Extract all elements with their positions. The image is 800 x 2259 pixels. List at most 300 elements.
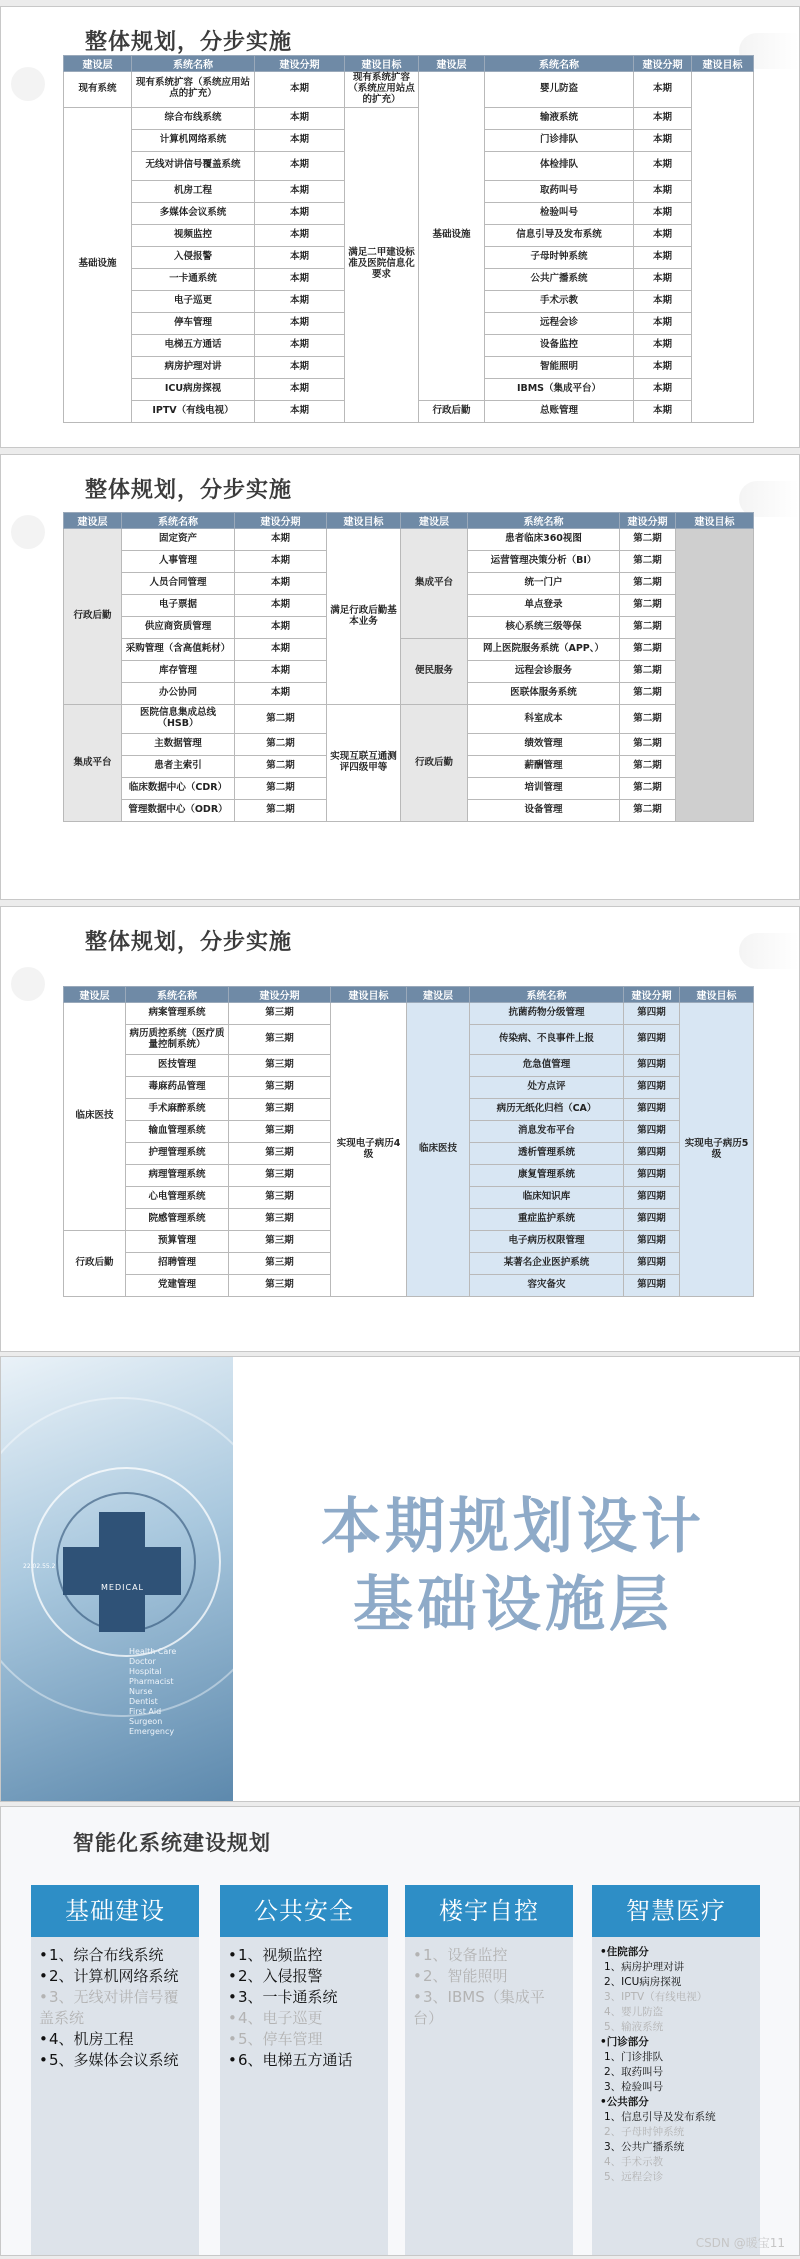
table-cell: 本期 [255, 224, 345, 246]
table-cell: 第二期 [235, 756, 327, 778]
table-row [64, 705, 754, 734]
table-cell: 本期 [255, 312, 345, 334]
table-cell: 远程会诊 [485, 312, 634, 334]
card-list [405, 1937, 573, 2029]
table-cell: 本期 [634, 202, 692, 224]
bullet-icon: • [413, 1967, 422, 1985]
table-cell: 培训管理 [468, 778, 620, 800]
table-cell: 本期 [235, 639, 327, 661]
table-cell: 第四期 [624, 1165, 680, 1187]
goal-cell [676, 529, 754, 822]
table-cell: 薪酬管理 [468, 756, 620, 778]
table-cell: 科室成本 [468, 705, 620, 734]
table-cell: 第二期 [620, 551, 676, 573]
table-cell: 第二期 [620, 639, 676, 661]
table-cell: 检验叫号 [485, 202, 634, 224]
decoration [11, 515, 45, 549]
table-cell: 本期 [255, 129, 345, 151]
table-cell: 本期 [634, 246, 692, 268]
table-cell: 第四期 [624, 1253, 680, 1275]
layer-cell: 基础设施 [419, 72, 485, 401]
col-header: 建设目标 [327, 513, 401, 529]
col-header: 系统名称 [485, 56, 634, 72]
table-cell: 容灾备灾 [470, 1275, 624, 1297]
table-cell: 第二期 [235, 734, 327, 756]
bullet-icon: • [228, 2051, 237, 2069]
col-header: 建设层 [407, 987, 470, 1003]
goal-cell: 满足二甲建设标准及医院信息化要求 [345, 107, 419, 422]
table-cell: 采购管理（含高值耗材） [122, 639, 235, 661]
table-cell: 第三期 [229, 1003, 331, 1025]
table-cell: 第四期 [624, 1209, 680, 1231]
col-header: 建设分期 [229, 987, 331, 1003]
col-header: 系统名称 [132, 56, 255, 72]
table-cell: 第四期 [624, 1231, 680, 1253]
table-cell: 本期 [634, 151, 692, 180]
list-item-text: 3、一卡通系统 [238, 1988, 338, 2006]
table-cell: 抗菌药物分级管理 [470, 1003, 624, 1025]
table-cell: 第三期 [229, 1055, 331, 1077]
bullet-icon: • [228, 1967, 237, 1985]
slide-5 [0, 1806, 800, 2256]
table-cell: 处方点评 [470, 1077, 624, 1099]
list-item: •住院部分 [600, 1946, 649, 1958]
table-cell: 第三期 [229, 1099, 331, 1121]
table-cell: 第二期 [620, 595, 676, 617]
slide-title: 整体规划，分步实施 [85, 30, 293, 55]
goal-cell: 实现电子病历5级 [680, 1003, 754, 1297]
medical-list-item: Nurse [129, 1687, 153, 1696]
slide-title: 智能化系统建设规划 [73, 1831, 271, 1855]
table-cell: 心电管理系统 [126, 1187, 229, 1209]
bullet-icon: • [39, 1988, 48, 2006]
col-header: 系统名称 [126, 987, 229, 1003]
table-cell: 管理数据中心（ODR） [122, 800, 235, 822]
table-cell: 消息发布平台 [470, 1121, 624, 1143]
table-cell: 第三期 [229, 1121, 331, 1143]
bullet-icon: • [39, 2051, 48, 2069]
table-cell: 电子巡更 [132, 290, 255, 312]
table-cell: 本期 [235, 573, 327, 595]
table-cell: 本期 [634, 378, 692, 400]
goal-cell [692, 72, 754, 423]
table-cell: 本期 [634, 356, 692, 378]
col-header: 建设层 [64, 987, 126, 1003]
table-cell: 电梯五方通话 [132, 334, 255, 356]
table-cell: 本期 [255, 334, 345, 356]
table-cell: 第三期 [229, 1275, 331, 1297]
table-cell: 第二期 [620, 778, 676, 800]
category-card [31, 1885, 199, 2256]
layer-cell: 临床医技 [407, 1003, 470, 1297]
table-cell: 本期 [634, 400, 692, 422]
card-heading: 公共安全 [220, 1885, 388, 1937]
table-cell: 第二期 [620, 529, 676, 551]
table-cell: 电子病历权限管理 [470, 1231, 624, 1253]
bullet-icon: • [228, 1946, 237, 1964]
table-row [64, 639, 754, 661]
decoration [11, 67, 45, 101]
col-header: 建设分期 [235, 513, 327, 529]
table-cell: 招聘管理 [126, 1253, 229, 1275]
table-cell: 本期 [634, 224, 692, 246]
list-item [39, 1966, 193, 1987]
col-header: 建设层 [419, 56, 485, 72]
table-cell: 毒麻药品管理 [126, 1077, 229, 1099]
table-cell: 第四期 [624, 1003, 680, 1025]
col-header: 建设目标 [692, 56, 754, 72]
layer-cell: 基础设施 [64, 107, 132, 422]
table-cell: 智能照明 [485, 356, 634, 378]
list-item: •公共部分 [600, 2096, 649, 2108]
layer-cell: 行政后勤 [64, 529, 122, 705]
table-cell: 机房工程 [132, 180, 255, 202]
table-cell: 固定资产 [122, 529, 235, 551]
table-row [64, 1003, 754, 1025]
table-cell: 本期 [634, 180, 692, 202]
list-item: 2、ICU病房探视 [604, 1976, 682, 1988]
slide-4-cover [0, 1356, 800, 1802]
plan-table [63, 512, 754, 822]
medical-image [1, 1357, 233, 1801]
list-item-text: 5、停车管理 [238, 2030, 323, 2048]
table-cell: 传染病、不良事件上报 [470, 1025, 624, 1055]
medical-list [129, 1647, 176, 1737]
table-cell: 本期 [255, 151, 345, 180]
table-cell: 设备监控 [485, 334, 634, 356]
table-cell: 本期 [255, 72, 345, 108]
layer-cell: 集成平台 [64, 705, 122, 822]
table-cell: 输液系统 [485, 107, 634, 129]
col-header: 建设层 [64, 56, 132, 72]
col-header: 建设目标 [676, 513, 754, 529]
table-cell: 信息引导及发布系统 [485, 224, 634, 246]
list-item: 1、门诊排队 [604, 2051, 664, 2063]
table-cell: 第二期 [620, 705, 676, 734]
watermark: CSDN @暖宝11 [695, 2236, 785, 2250]
table-cell: 第二期 [620, 683, 676, 705]
card-list [592, 1937, 760, 2185]
table-cell: 本期 [255, 378, 345, 400]
col-header: 建设目标 [331, 987, 407, 1003]
table-cell: 本期 [634, 312, 692, 334]
list-item [413, 1987, 567, 2029]
card-heading: 基础建设 [31, 1885, 199, 1937]
goal-cell: 实现电子病历4级 [331, 1003, 407, 1297]
table-cell: 第四期 [624, 1099, 680, 1121]
col-header: 建设分期 [620, 513, 676, 529]
medical-list-item: First Aid [129, 1707, 162, 1716]
medical-list-item: Emergency [129, 1727, 175, 1736]
col-header: 系统名称 [470, 987, 624, 1003]
table-cell: 患者临床360视图 [468, 529, 620, 551]
table-cell: 第二期 [620, 573, 676, 595]
table-cell: 本期 [634, 290, 692, 312]
list-item: 1、病房护理对讲 [604, 1961, 685, 1973]
bullet-icon: • [39, 1967, 48, 1985]
col-header: 建设目标 [345, 56, 419, 72]
table-cell: 医技管理 [126, 1055, 229, 1077]
list-item-text: 2、计算机网络系统 [49, 1967, 179, 1985]
bullet-icon: • [228, 2009, 237, 2027]
table-cell: 手术麻醉系统 [126, 1099, 229, 1121]
list-item [39, 1945, 193, 1966]
table-cell: 重症监护系统 [470, 1209, 624, 1231]
table-cell: IPTV（有线电视） [132, 400, 255, 422]
list-item [228, 1987, 382, 2008]
table-cell: 人事管理 [122, 551, 235, 573]
coord-label: 22.02.55.2 [23, 1563, 56, 1570]
col-header: 建设目标 [680, 987, 754, 1003]
table-cell: IBMS（集成平台） [485, 378, 634, 400]
table-cell: 本期 [255, 356, 345, 378]
table-cell: 手术示教 [485, 290, 634, 312]
card-list [31, 1937, 199, 2071]
table-cell: 第三期 [229, 1253, 331, 1275]
col-header: 建设层 [401, 513, 468, 529]
table-cell: 第三期 [229, 1165, 331, 1187]
table-cell: 第二期 [620, 617, 676, 639]
layer-cell: 行政后勤 [419, 400, 485, 422]
list-item-text: 6、电梯五方通话 [238, 2051, 353, 2069]
list-item: 4、手术示教 [604, 2156, 664, 2168]
medical-list-item: Dentist [129, 1697, 158, 1706]
col-header: 建设分期 [634, 56, 692, 72]
table-cell: 第四期 [624, 1187, 680, 1209]
list-item-text: 3、IBMS（集成平台） [413, 1988, 545, 2027]
list-item-text: 2、入侵报警 [238, 1967, 323, 1985]
table-cell: 病房护理对讲 [132, 356, 255, 378]
table-cell: 本期 [235, 529, 327, 551]
bullet-icon: • [39, 2030, 48, 2048]
table-cell: 本期 [255, 202, 345, 224]
table-cell: 医院信息集成总线（HSB） [122, 705, 235, 734]
category-card [405, 1885, 573, 2256]
table-cell: 病案管理系统 [126, 1003, 229, 1025]
table-cell: 党建管理 [126, 1275, 229, 1297]
table-cell: 第二期 [235, 778, 327, 800]
table-cell: 核心系统三级等保 [468, 617, 620, 639]
table-cell: 公共广播系统 [485, 268, 634, 290]
table-cell: 本期 [634, 268, 692, 290]
goal-cell: 现有系统扩容（系统应用站点的扩充） [345, 72, 419, 108]
table-cell: 本期 [235, 551, 327, 573]
table-cell: 危急值管理 [470, 1055, 624, 1077]
table-cell: 病历无纸化归档（CA） [470, 1099, 624, 1121]
table-cell: 第二期 [235, 800, 327, 822]
category-card [592, 1885, 760, 2256]
table-cell: 第二期 [620, 661, 676, 683]
table-cell: 第四期 [624, 1055, 680, 1077]
table-cell: 本期 [634, 72, 692, 108]
decoration [739, 933, 799, 969]
table-cell: 子母时钟系统 [485, 246, 634, 268]
table-cell: 第三期 [229, 1025, 331, 1055]
table-cell: 第二期 [620, 800, 676, 822]
list-item [413, 1966, 567, 1987]
table-cell: 第二期 [235, 705, 327, 734]
list-item-text: 5、多媒体会议系统 [49, 2051, 179, 2069]
table-cell: 现有系统扩容（系统应用站点的扩充） [132, 72, 255, 108]
medical-label: MEDICAL [101, 1583, 144, 1592]
table-cell: 临床知识库 [470, 1187, 624, 1209]
medical-list-item: Hospital [129, 1667, 162, 1676]
layer-cell: 临床医技 [64, 1003, 126, 1231]
table-cell: 运营管理决策分析（BI） [468, 551, 620, 573]
table-cell: 本期 [634, 107, 692, 129]
table-cell: 本期 [235, 661, 327, 683]
table-row [64, 529, 754, 551]
plan-table [63, 986, 754, 1297]
table-cell: 门诊排队 [485, 129, 634, 151]
table-cell: 本期 [255, 246, 345, 268]
list-item-text: 3、无线对讲信号覆盖系统 [39, 1988, 179, 2027]
slide-2 [0, 454, 800, 900]
table-cell: 本期 [634, 334, 692, 356]
table-cell: 本期 [255, 290, 345, 312]
table-row [64, 107, 754, 129]
table-cell: 第四期 [624, 1025, 680, 1055]
table-cell: 康复管理系统 [470, 1165, 624, 1187]
cover-title-line1: 本期规划设计 [321, 1492, 705, 1562]
table-cell: 供应商资质管理 [122, 617, 235, 639]
medical-list-item: Health Care [129, 1647, 177, 1656]
table-cell: 多媒体会议系统 [132, 202, 255, 224]
table-cell: 第二期 [620, 734, 676, 756]
list-item: 3、检验叫号 [604, 2081, 664, 2093]
layer-cell: 便民服务 [401, 639, 468, 705]
table-cell: 视频监控 [132, 224, 255, 246]
table-cell: 婴儿防盗 [485, 72, 634, 108]
table-cell: 护理管理系统 [126, 1143, 229, 1165]
table-cell: 第三期 [229, 1209, 331, 1231]
table-cell: 透析管理系统 [470, 1143, 624, 1165]
layer-cell: 现有系统 [64, 72, 132, 108]
list-item-text: 1、设备监控 [423, 1946, 508, 1964]
list-item [228, 2050, 382, 2071]
medical-list-item: Pharmacist [129, 1677, 174, 1686]
layer-cell: 行政后勤 [401, 705, 468, 822]
table-cell: 预算管理 [126, 1231, 229, 1253]
category-card [220, 1885, 388, 2256]
table-cell: 本期 [255, 180, 345, 202]
bullet-icon: • [413, 1946, 422, 1964]
table-cell: 一卡通系统 [132, 268, 255, 290]
table-cell: 统一门户 [468, 573, 620, 595]
table-cell: 临床数据中心（CDR） [122, 778, 235, 800]
col-header: 系统名称 [122, 513, 235, 529]
table-cell: 本期 [235, 683, 327, 705]
table-cell: 第四期 [624, 1077, 680, 1099]
table-cell: 第四期 [624, 1275, 680, 1297]
list-item [39, 2029, 193, 2050]
table-cell: 病历质控系统（医疗质量控制系统） [126, 1025, 229, 1055]
col-header: 建设层 [64, 513, 122, 529]
table-cell: 医联体服务系统 [468, 683, 620, 705]
table-cell: 第三期 [229, 1077, 331, 1099]
table-cell: 单点登录 [468, 595, 620, 617]
list-item [413, 1945, 567, 1966]
list-item [228, 2008, 382, 2029]
table-cell: 病理管理系统 [126, 1165, 229, 1187]
table-cell: 本期 [255, 268, 345, 290]
table-cell: 人员合同管理 [122, 573, 235, 595]
list-item: 5、输液系统 [604, 2021, 664, 2033]
col-header: 建设分期 [255, 56, 345, 72]
table-cell: 患者主索引 [122, 756, 235, 778]
table-cell: 综合布线系统 [132, 107, 255, 129]
slide-title: 整体规划，分步实施 [85, 478, 293, 503]
decoration [11, 967, 45, 1001]
slide-1 [0, 6, 800, 448]
table-cell: ICU病房探视 [132, 378, 255, 400]
table-row [64, 72, 754, 108]
card-heading: 楼宇自控 [405, 1885, 573, 1937]
medical-list-item: Doctor [129, 1657, 156, 1666]
list-item-text: 1、视频监控 [238, 1946, 323, 1964]
goal-cell: 实现互联互通测评四级甲等 [327, 705, 401, 822]
table-cell: 库存管理 [122, 661, 235, 683]
list-item: 3、IPTV（有线电视） [604, 1991, 708, 2003]
card-list [220, 1937, 388, 2071]
table-cell: 院感管理系统 [126, 1209, 229, 1231]
bullet-icon: • [228, 2030, 237, 2048]
list-item: 5、远程会诊 [604, 2171, 664, 2183]
list-item [39, 1987, 193, 2029]
list-item [228, 2029, 382, 2050]
list-item-text: 2、智能照明 [423, 1967, 508, 1985]
bullet-icon: • [413, 1988, 422, 2006]
table-cell: 第四期 [624, 1121, 680, 1143]
table-cell: 本期 [255, 107, 345, 129]
table-cell: 本期 [235, 617, 327, 639]
list-item: 2、子母时钟系统 [604, 2126, 685, 2138]
table-cell: 体检排队 [485, 151, 634, 180]
table-cell: 无线对讲信号覆盖系统 [132, 151, 255, 180]
table-cell: 计算机网络系统 [132, 129, 255, 151]
table-cell: 停车管理 [132, 312, 255, 334]
table-cell: 本期 [634, 129, 692, 151]
table-cell: 网上医院服务系统（APP、） [468, 639, 620, 661]
list-item: 1、信息引导及发布系统 [604, 2111, 716, 2123]
table-cell: 设备管理 [468, 800, 620, 822]
table-cell: 入侵报警 [132, 246, 255, 268]
slide-title: 整体规划，分步实施 [85, 930, 293, 955]
bullet-icon: • [228, 1988, 237, 2006]
list-item: •门诊部分 [600, 2036, 649, 2048]
list-item [228, 1966, 382, 1987]
table-cell: 输血管理系统 [126, 1121, 229, 1143]
table-cell: 第三期 [229, 1143, 331, 1165]
table-cell: 第三期 [229, 1187, 331, 1209]
list-item: 3、公共广播系统 [604, 2141, 685, 2153]
list-item: 2、取药叫号 [604, 2066, 664, 2078]
table-cell: 办公协同 [122, 683, 235, 705]
table-cell: 远程会诊服务 [468, 661, 620, 683]
table-cell: 总账管理 [485, 400, 634, 422]
table-cell: 本期 [235, 595, 327, 617]
col-header: 建设分期 [624, 987, 680, 1003]
slide-3 [0, 906, 800, 1352]
table-cell: 第四期 [624, 1143, 680, 1165]
table-cell: 主数据管理 [122, 734, 235, 756]
bullet-icon: • [39, 1946, 48, 1964]
list-item-text: 4、电子巡更 [238, 2009, 323, 2027]
table-cell: 电子票据 [122, 595, 235, 617]
table-cell: 第二期 [620, 756, 676, 778]
list-item: 4、婴儿防盗 [604, 2006, 664, 2018]
table-cell: 第三期 [229, 1231, 331, 1253]
